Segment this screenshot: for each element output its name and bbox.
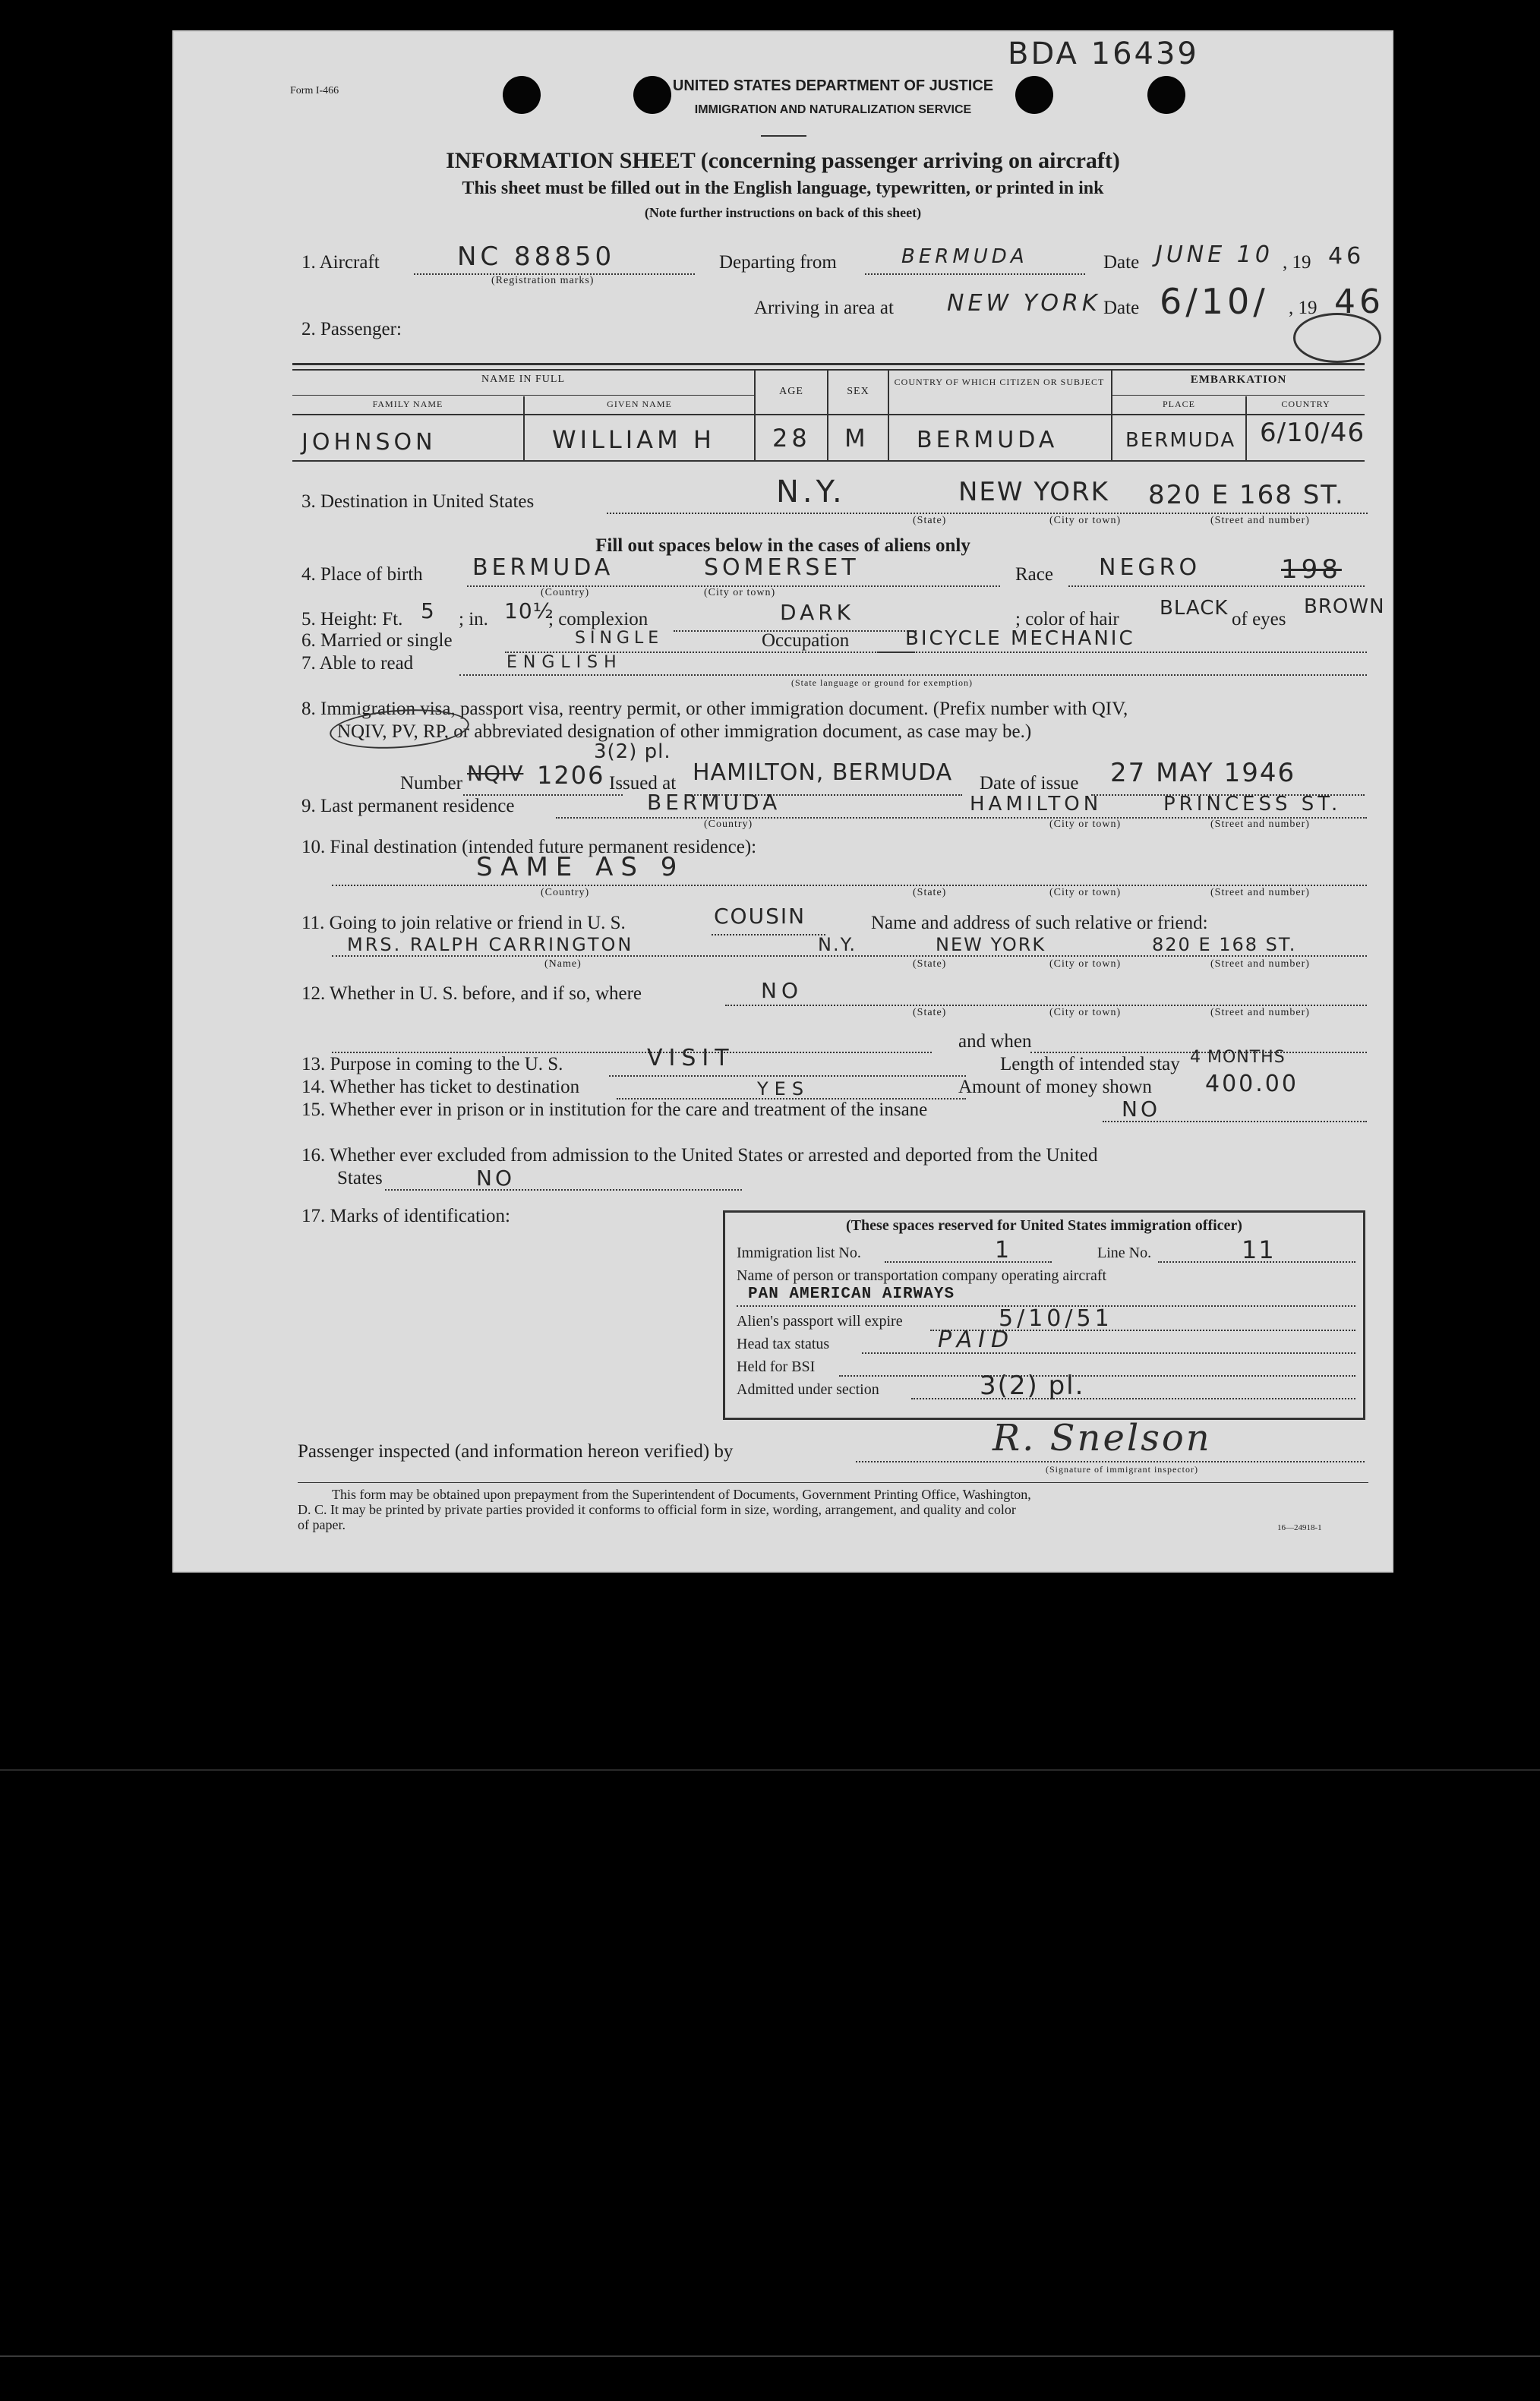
- excluded-label-line1: 16. Whether ever excluded from admission to the United States or arrested and deported from the United: [301, 1145, 1098, 1166]
- caption-state: (State): [913, 958, 947, 970]
- date-label: Date: [1103, 252, 1140, 273]
- document-number: 1206: [537, 761, 605, 790]
- caption-state: (State): [913, 515, 947, 526]
- caption-state: (State): [913, 1007, 947, 1018]
- form-number: Form I-466: [290, 85, 339, 96]
- fill-line: [607, 513, 1368, 514]
- scan-artifact-line: [0, 1769, 1540, 1771]
- form-subtitle: This sheet must be filled out in the English language, typewritten, or printed in ink: [462, 178, 1104, 198]
- header-sex: SEX: [847, 386, 869, 397]
- signature-caption: (Signature of immigrant inspector): [1046, 1464, 1198, 1475]
- table-bottom-rule: [292, 460, 1365, 462]
- fill-line: [332, 885, 1367, 886]
- caption-country: (Country): [541, 587, 590, 598]
- issue-date-label: Date of issue: [980, 773, 1079, 793]
- caption-street: (Street and number): [1210, 958, 1310, 970]
- passenger-label: 2. Passenger:: [301, 319, 402, 339]
- form-note: (Note further instructions on back of this sheet): [644, 205, 922, 220]
- header-name-in-full: NAME IN FULL: [481, 374, 565, 385]
- prison-label: 15. Whether ever in prison or in institution for the care and treatment of the insane: [301, 1100, 928, 1120]
- caption-street: (Street and number): [1210, 887, 1310, 898]
- issued-label: Issued at: [609, 773, 677, 793]
- money-value: 400.00: [1205, 1071, 1299, 1097]
- table-rule: [1111, 395, 1365, 396]
- held-bsi-label: Held for BSI: [737, 1358, 816, 1375]
- punch-hole: [1147, 76, 1185, 114]
- issued-value: HAMILTON, BERMUDA: [693, 759, 953, 786]
- circle-mark: [1293, 313, 1381, 363]
- header-citizenship: COUNTRY OF WHICH CITIZEN OR SUBJECT: [894, 377, 1105, 387]
- fill-line: [332, 1052, 932, 1053]
- header-age: AGE: [779, 386, 803, 397]
- hair-label: ; color of hair: [1015, 609, 1119, 629]
- caption-city: (City or town): [1049, 958, 1122, 970]
- footer-code: 16—24918-1: [1277, 1523, 1322, 1532]
- ticket-label: 14. Whether has ticket to destination: [301, 1077, 580, 1097]
- read-value: ENGLISH: [506, 653, 623, 672]
- before-label: 12. Whether in U. S. before, and if so, where: [301, 983, 642, 1004]
- destination-label: 3. Destination in United States: [301, 491, 535, 512]
- occupation-value: BICYCLE MECHANIC: [905, 627, 1135, 650]
- table-rule: [292, 395, 754, 396]
- given-name-value: WILLIAM H: [552, 425, 715, 454]
- age-value: 28: [772, 424, 811, 453]
- relative-state: N.Y.: [818, 934, 857, 955]
- excluded-value: NO: [476, 1166, 515, 1191]
- department-name: UNITED STATES DEPARTMENT OF JUSTICE: [672, 77, 994, 94]
- fill-line: [877, 652, 1367, 653]
- join-value: COUSIN: [714, 904, 806, 929]
- table-top-rule: [292, 363, 1365, 365]
- race-code: 198: [1281, 554, 1342, 585]
- before-value: NO: [761, 978, 803, 1003]
- year-prefix: , 19: [1283, 252, 1311, 273]
- service-name: IMMIGRATION AND NATURALIZATION SERVICE: [694, 103, 972, 116]
- punch-hole: [503, 76, 541, 114]
- immigration-list-value: 1: [995, 1237, 1014, 1264]
- departing-label: Departing from: [719, 252, 837, 273]
- caption-city: (City or town): [704, 587, 776, 598]
- section-note: 3(2) pl.: [594, 740, 671, 763]
- fill-line: [712, 934, 825, 935]
- fill-line: [862, 1352, 1355, 1354]
- table-header-rule: [292, 414, 1365, 415]
- table-col-rule: [754, 371, 756, 460]
- fill-line: [332, 955, 1367, 957]
- head-tax-label: Head tax status: [737, 1336, 830, 1352]
- residence-city: HAMILTON: [970, 793, 1103, 816]
- final-destination-label: 10. Final destination (intended future permanent residence):: [301, 837, 757, 857]
- caption-state: (State): [913, 887, 947, 898]
- header-family-name: FAMILY NAME: [372, 399, 443, 409]
- stay-value: 4 MONTHS: [1190, 1048, 1286, 1067]
- footer-line1: This form may be obtained upon prepayment from the Superintendent of Documents, Government Printing Office, Washington,: [332, 1487, 1031, 1502]
- caption-city: (City or town): [1049, 887, 1122, 898]
- birth-city: SOMERSET: [704, 554, 860, 581]
- table-col-rule: [888, 371, 889, 460]
- arrival-date-label: Date: [1103, 298, 1140, 318]
- money-label: Amount of money shown: [958, 1077, 1152, 1097]
- arrival-date-value: 6/10/: [1160, 281, 1269, 322]
- scan-artifact-line: [0, 2355, 1540, 2357]
- date-value: JUNE 10: [1156, 241, 1273, 268]
- complexion-label: ; complexion: [548, 609, 649, 629]
- year-value: 46: [1328, 243, 1365, 270]
- caption-street: (Street and number): [1210, 1007, 1310, 1018]
- struck-number-prefix: NQIV: [467, 761, 524, 786]
- eyes-value: BROWN: [1304, 595, 1385, 618]
- departing-value: BERMUDA: [901, 245, 1028, 268]
- residence-label: 9. Last permanent residence: [301, 796, 515, 816]
- destination-street: 820 E 168 ST.: [1148, 480, 1345, 510]
- header-place: PLACE: [1162, 399, 1195, 409]
- footer-line2: D. C. It may be printed by private parties provided it conforms to official form in size, wording, arrangement, and quality and color: [298, 1502, 1016, 1517]
- height-feet: 5: [421, 598, 438, 623]
- ticket-value: YES: [757, 1078, 810, 1100]
- footer-line3: of paper.: [298, 1517, 346, 1532]
- residence-street: PRINCESS ST.: [1163, 793, 1342, 816]
- relative-name: MRS. RALPH CARRINGTON: [347, 934, 634, 955]
- header-country: COUNTRY: [1281, 399, 1330, 409]
- admitted-value: 3(2) pl.: [980, 1371, 1085, 1401]
- race-label: Race: [1015, 564, 1053, 585]
- visa-label-line2: NQIV, PV, RP, or abbreviated designation of other immigration document, as case may be.): [337, 721, 1032, 742]
- embarkation-place-value: BERMUDA: [1125, 429, 1236, 452]
- purpose-label: 13. Purpose in coming to the U. S.: [301, 1054, 563, 1074]
- arrival-year-value: 46: [1334, 282, 1384, 321]
- fill-line: [865, 273, 1085, 275]
- caption-name: (Name): [544, 958, 582, 970]
- fill-line: [385, 1189, 742, 1191]
- aircraft-value: NC 88850: [457, 241, 616, 272]
- fill-line: [1068, 585, 1365, 587]
- height-label: 5. Height: Ft.: [301, 609, 403, 629]
- relative-label: Name and address of such relative or friend:: [871, 913, 1208, 933]
- caption-street: (Street and number): [1210, 515, 1310, 526]
- officer-box-heading: (These spaces reserved for United States immigration officer): [846, 1217, 1242, 1234]
- fill-line: [911, 1398, 1355, 1399]
- birth-label: 4. Place of birth: [301, 564, 423, 585]
- caption-street: (Street and number): [1210, 819, 1310, 830]
- information-sheet: [172, 30, 1393, 1573]
- height-inches: 10½: [504, 598, 554, 623]
- sex-value: M: [844, 424, 869, 453]
- footer-rule: [298, 1482, 1368, 1483]
- admitted-label: Admitted under section: [737, 1381, 879, 1398]
- inspector-signature: R. Snelson: [992, 1417, 1212, 1459]
- table-col-rule: [827, 371, 828, 460]
- registration-caption: (Registration marks): [491, 275, 595, 286]
- when-label: and when: [958, 1031, 1032, 1052]
- read-label: 7. Able to read: [301, 653, 414, 674]
- family-name-value: JOHNSON: [301, 429, 437, 456]
- caption-city: (City or town): [1049, 515, 1122, 526]
- complexion-value: DARK: [780, 600, 855, 625]
- arriving-label: Arriving in area at: [754, 298, 894, 318]
- passport-expire-value: 5/10/51: [999, 1305, 1113, 1332]
- table-top-rule: [292, 369, 1365, 371]
- arrival-year-prefix: , 19: [1289, 298, 1318, 318]
- inspection-label: Passenger inspected (and information hereon verified) by: [298, 1441, 734, 1462]
- officer-box: [723, 1210, 1365, 1420]
- citizenship-value: BERMUDA: [917, 427, 1059, 453]
- caption-city: (City or town): [1049, 819, 1122, 830]
- form-title: INFORMATION SHEET (concerning passenger arriving on aircraft): [446, 148, 1120, 173]
- birth-country: BERMUDA: [472, 554, 614, 581]
- fill-line: [839, 1375, 1355, 1377]
- visa-label-line1: 8. Immigration visa, passport visa, reentry permit, or other immigration document. (Prefix number with QIV,: [301, 699, 1128, 719]
- file-number: BDA 16439: [1008, 36, 1199, 71]
- caption-country: (Country): [541, 887, 590, 898]
- relative-street: 820 E 168 ST.: [1152, 934, 1297, 955]
- head-tax-value: PAID: [938, 1327, 1015, 1353]
- destination-state: N.Y.: [776, 475, 846, 510]
- final-destination-value: SAME AS 9: [476, 852, 685, 882]
- divider: [761, 135, 806, 137]
- read-caption: (State language or ground for exemption): [791, 677, 973, 688]
- header-given-name: GIVEN NAME: [607, 399, 672, 409]
- married-label: 6. Married or single: [301, 630, 453, 651]
- immigration-list-label: Immigration list No.: [737, 1245, 861, 1261]
- eyes-label: of eyes: [1232, 609, 1286, 629]
- stay-label: Length of intended stay: [1000, 1054, 1180, 1074]
- excluded-label-line2: States: [337, 1168, 383, 1188]
- fill-line: [609, 1075, 966, 1077]
- prison-value: NO: [1122, 1096, 1160, 1122]
- line-number-label: Line No.: [1097, 1245, 1152, 1261]
- marks-label: 17. Marks of identification:: [301, 1206, 510, 1226]
- signature-line: [856, 1461, 1365, 1462]
- caption-country: (Country): [704, 819, 753, 830]
- number-label: Number: [400, 773, 462, 793]
- company-label: Name of person or transportation company operating aircraft: [737, 1267, 1107, 1284]
- inches-label: ; in.: [459, 609, 488, 629]
- fill-line: [459, 674, 1367, 676]
- aircraft-label: 1. Aircraft: [301, 252, 380, 273]
- join-label: 11. Going to join relative or friend in U. S.: [301, 913, 626, 933]
- header-embarkation: EMBARKATION: [1190, 374, 1287, 386]
- residence-country: BERMUDA: [647, 790, 781, 815]
- relative-city: NEW YORK: [936, 934, 1046, 955]
- fill-line: [885, 1261, 1052, 1263]
- arriving-value: NEW YORK: [947, 290, 1101, 317]
- issue-date-value: 27 MAY 1946: [1110, 758, 1296, 788]
- occupation-label: Occupation: [762, 630, 850, 651]
- purpose-value: VISIT: [647, 1045, 735, 1071]
- caption-city: (City or town): [1049, 1007, 1122, 1018]
- destination-city: NEW YORK: [958, 477, 1109, 507]
- passport-expire-label: Alien's passport will expire: [737, 1313, 903, 1330]
- race-value: NEGRO: [1099, 554, 1201, 581]
- hair-value: BLACK: [1160, 597, 1229, 620]
- line-number-value: 11: [1242, 1235, 1276, 1264]
- aliens-heading: Fill out spaces below in the cases of aliens only: [595, 535, 970, 556]
- fill-line: [725, 1005, 1367, 1006]
- company-value: PAN AMERICAN AIRWAYS: [748, 1286, 955, 1303]
- embarkation-country-value: 6/10/46: [1260, 418, 1365, 448]
- married-value: SINGLE: [575, 629, 664, 648]
